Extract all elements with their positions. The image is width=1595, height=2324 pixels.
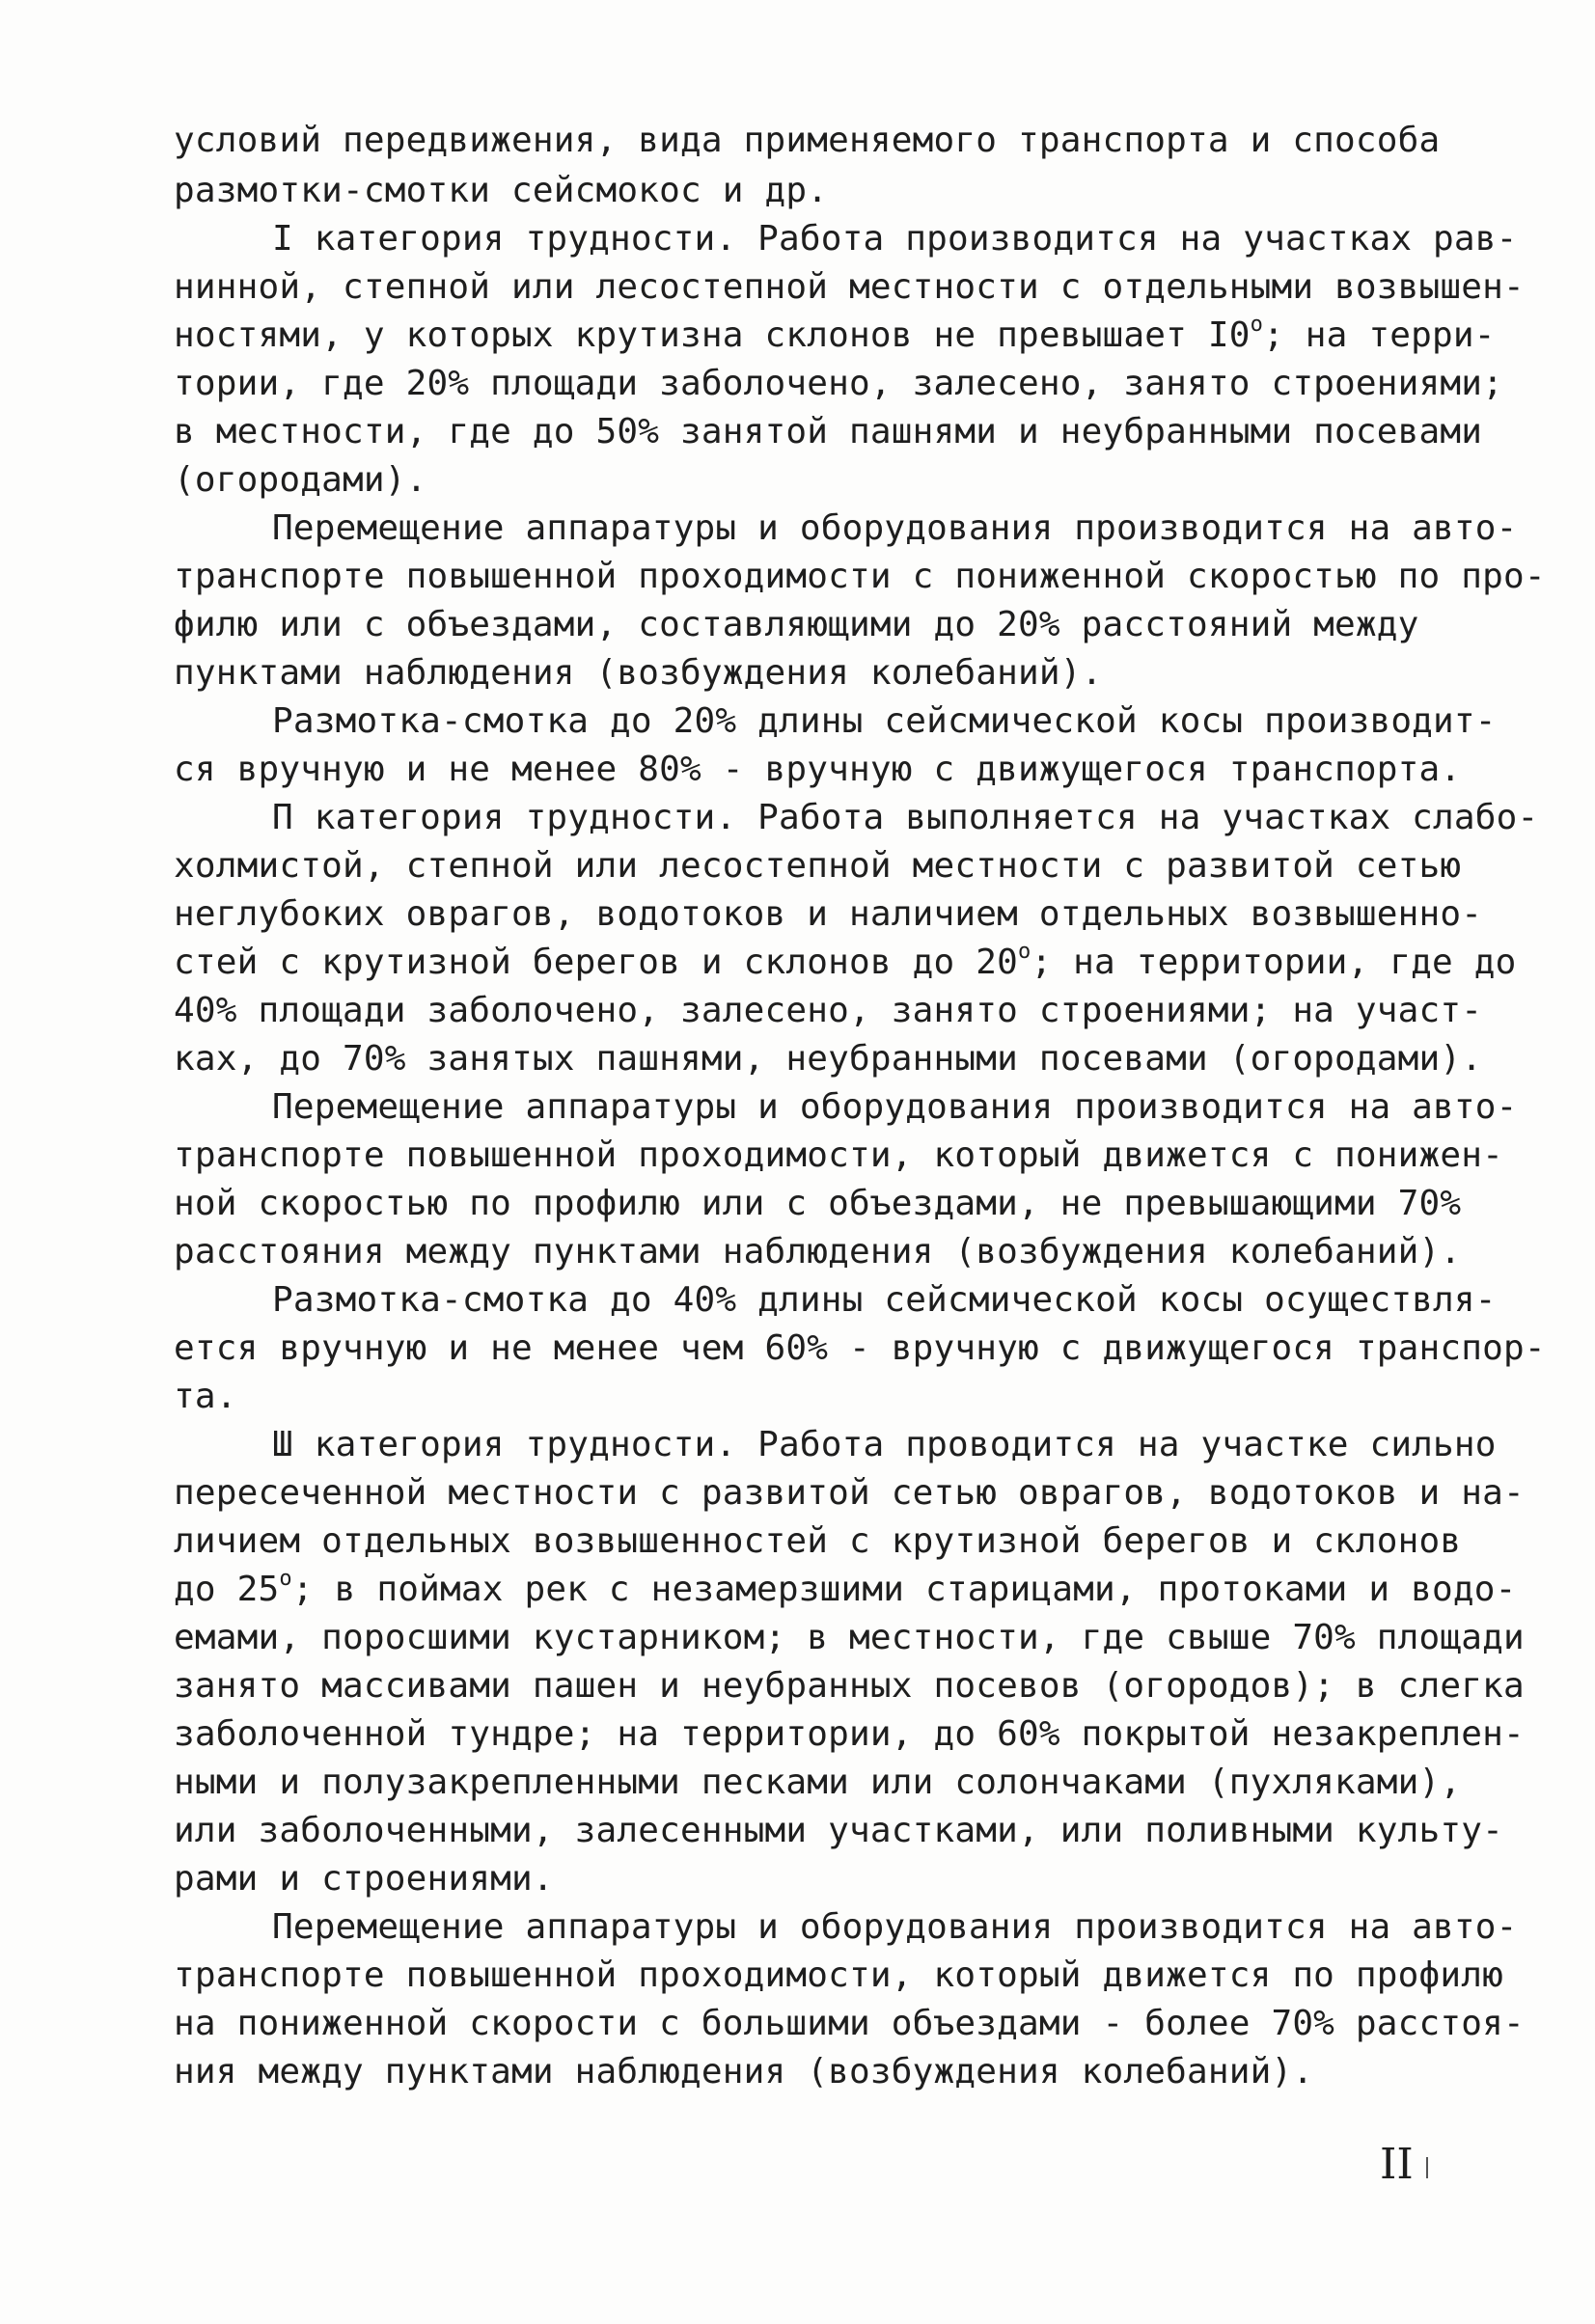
text-line: условий передвижения, вида применяемого транспорта и способа [174,121,1441,160]
text-line: ния между пунктами наблюдения (возбуждения колебаний). [174,2052,1314,2092]
text-line: Размотка-смотка до 40% длины сейсмической косы осуществля- [272,1280,1497,1320]
text-segment: ; на территории, где до [1031,943,1517,982]
text-line: емами, поросшими кустарником; в местности, где свыше 70% площади [174,1618,1525,1657]
text-line: или заболоченными, залесенными участками, или поливными культу- [174,1811,1504,1850]
text-line: заболоченной тундре; на территории, до 60% покрытой незакреплен- [174,1714,1525,1754]
text-segment: до 25 [174,1570,280,1609]
text-line: неглубоких оврагов, водотоков и наличием отдельных возвышенно- [174,894,1483,934]
text-line: тории, где 20% площади заболочено, залесено, занято строениями; [174,364,1504,403]
text-line: пересеченной местности с развитой сетью оврагов, водотоков и на- [174,1473,1525,1513]
text-line: (огородами). [174,460,427,500]
text-line: ными и полузакрепленными песками или солончаками (пухляками), [174,1763,1462,1802]
text-line: I категория трудности. Работа производится на участках рав- [272,219,1518,259]
degree-mark: o [1017,940,1031,964]
text-line: рами и строениями. [174,1859,554,1899]
text-line: ках, до 70% занятых пашнями, неубранными посевами (огородами). [174,1039,1483,1079]
text-line [174,314,1496,357]
text-line: П категория трудности. Работа выполняется на участках слабо- [272,798,1539,837]
text-line: холмистой, степной или лесостепной местности с развитой сетью [174,846,1462,886]
text-line: Ш категория трудности. Работа проводится на участке сильно [272,1425,1497,1464]
text-line [174,1569,1517,1611]
text-line: филю или с объездами, составляющими до 20% расстояний между [174,605,1419,644]
text-segment: ; в поймах рек с незамерзшими старицами, протоками и водо- [291,1570,1517,1609]
text-line: 40% площади заболочено, залесено, занято строениями; на участ- [174,991,1483,1030]
text-line: личием отдельных возвышенностей с крутизной берегов и склонов [174,1521,1462,1561]
page-number: II [1380,2140,1414,2189]
text-line: транспорте повышенной проходимости, который движется по профилю [174,1955,1504,1995]
text-line: транспорте повышенной проходимости с пониженной скоростью по про- [174,557,1546,596]
text-line: нинной, степной или лесостепной местности с отдельными возвышен- [174,267,1525,307]
text-segment: ностями, у которых крутизна склонов не превышает I0 [174,315,1251,355]
text-line: ной скоростью по профилю или с объездами, не превышающими 70% [174,1184,1462,1223]
text-line: Перемещение аппаратуры и оборудования производится на авто- [272,508,1518,548]
text-line: размотки-смотки сейсмокос и др. [174,171,829,210]
degree-mark: o [1250,313,1264,337]
text-line: занято массивами пашен и неубранных посевов (огородов); в слегка [174,1666,1525,1706]
text-line: Перемещение аппаратуры и оборудования производится на авто- [272,1907,1518,1947]
text-line: пунктами наблюдения (возбуждения колебаний). [174,653,1103,693]
text-line: транспорте повышенной проходимости, который движется с понижен- [174,1135,1504,1175]
text-line: Перемещение аппаратуры и оборудования производится на авто- [272,1087,1518,1127]
text-line: Размотка-смотка до 20% длины сейсмической косы производит- [272,701,1497,741]
degree-mark: o [279,1567,292,1591]
page-number-mark [1426,2157,1428,2178]
text-line: ется вручную и не менее чем 60% - вручную с движущегося транспор- [174,1328,1546,1368]
text-line: расстояния между пунктами наблюдения (возбуждения колебаний). [174,1232,1462,1271]
text-line [174,942,1517,984]
text-segment: ; на терри- [1263,315,1496,355]
text-line: ся вручную и не менее 80% - вручную с движущегося транспорта. [174,750,1462,789]
text-line: на пониженной скорости с большими объездами - более 70% расстоя- [174,2004,1525,2043]
text-line: та. [174,1377,237,1416]
text-line: в местности, где до 50% занятой пашнями и неубранными посевами [174,412,1483,451]
text-segment: стей с крутизной берегов и склонов до 20 [174,943,1018,982]
